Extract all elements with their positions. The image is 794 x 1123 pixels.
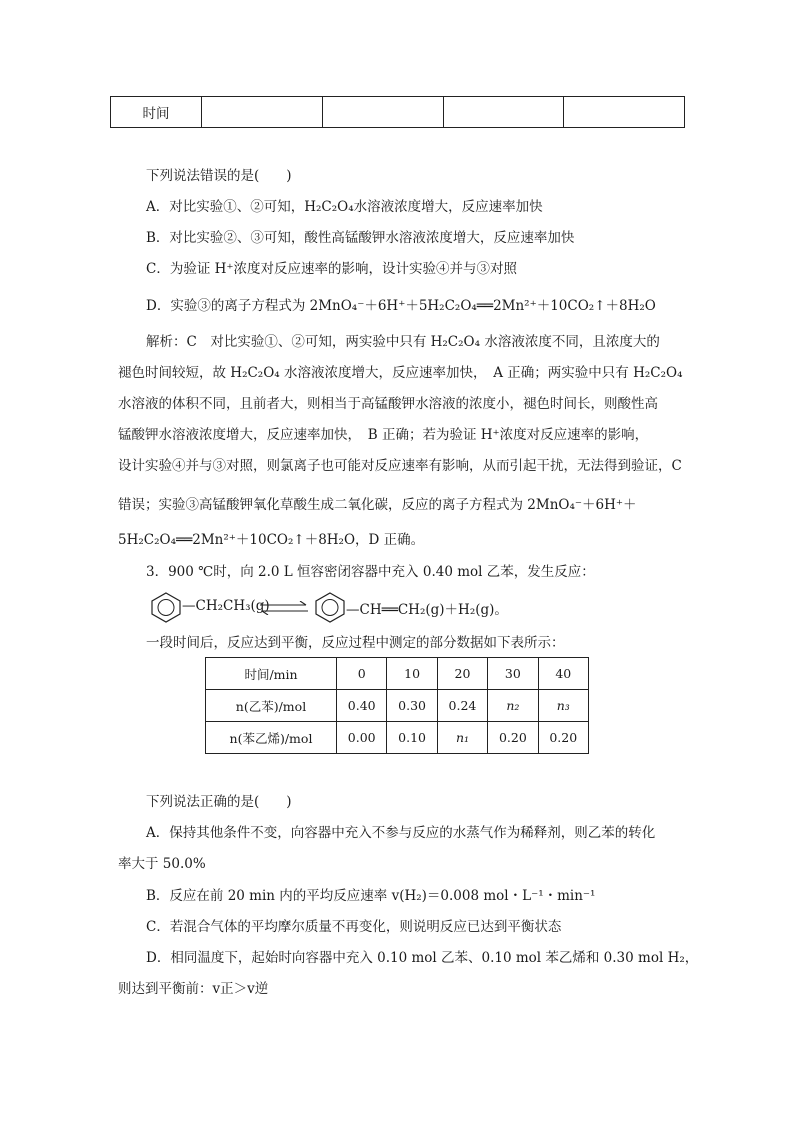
table-cell: 0.10	[387, 722, 437, 754]
top-table-cell: 时间	[111, 97, 202, 128]
top-table-cell	[443, 97, 564, 128]
reaction-reactant: —CH₂CH₃(g)	[182, 598, 270, 614]
table-cell: 0.40	[337, 690, 387, 722]
q3-stem: 下列说法正确的是( )	[146, 794, 292, 810]
top-table-cell	[322, 97, 443, 128]
q3-option-b: B．反应在前 20 min 内的平均反应速率 v(H₂)＝0.008 mol・L⁻¹・min⁻¹	[146, 888, 596, 904]
table-cell: n₃	[538, 690, 588, 722]
q2-analysis-line: 5H₂C₂O₄══2Mn²⁺＋10CO₂↑＋8H₂O，D 正确。	[118, 532, 425, 548]
q2-option-a: A．对比实验①、②可知，H₂C₂O₄水溶液浓度增大，反应速率加快	[146, 199, 543, 215]
reaction-product: —CH══CH₂(g)＋H₂(g)。	[346, 602, 508, 618]
q3-table-intro: 一段时间后，反应达到平衡，反应过程中测定的部分数据如下表所示：	[146, 635, 565, 651]
table-header-cell: 10	[387, 658, 437, 690]
table-cell: 0.20	[488, 722, 538, 754]
table-header-cell: 时间/min	[206, 658, 337, 690]
top-table	[110, 96, 685, 128]
q3-option-c: C．若混合气体的平均摩尔质量不再变化，则说明反应已达到平衡状态	[146, 919, 562, 935]
q3-option-d-line1: D．相同温度下，起始时向容器中充入 0.10 mol 乙苯、0.10 mol 苯乙烯和 0.30 mol H₂，	[146, 950, 699, 966]
q3-data-table	[205, 657, 589, 754]
table-cell: 0.20	[538, 722, 588, 754]
q2-option-c: C．为验证 H⁺浓度对反应速率的影响，设计实验④并与③对照	[146, 261, 518, 277]
top-table-cell	[564, 97, 685, 128]
top-table-cell	[202, 97, 323, 128]
table-row	[206, 690, 589, 722]
table-header-cell: 40	[538, 658, 588, 690]
q2-analysis-line: 水溶液的体积不同，且前者大，则相当于高锰酸钾水溶液的浓度小，褪色时间长，则酸性高	[118, 396, 658, 412]
q3-option-d-line2: 则达到平衡前：v正＞v逆	[118, 981, 269, 997]
table-row	[206, 722, 589, 754]
benzene-ring-icon	[146, 590, 186, 624]
table-cell: n(苯乙烯)/mol	[206, 722, 337, 754]
q3-option-a-line2: 率大于 50.0%	[118, 856, 206, 872]
table-header-cell: 30	[488, 658, 538, 690]
q2-option-d: D．实验③的离子方程式为 2MnO₄⁻＋6H⁺＋5H₂C₂O₄══2Mn²⁺＋10CO₂↑＋8H₂O	[146, 298, 656, 314]
table-cell: 0.30	[387, 690, 437, 722]
table-cell: n(乙苯)/mol	[206, 690, 337, 722]
table-cell: n₁	[437, 722, 487, 754]
equilibrium-arrow-icon	[258, 601, 310, 615]
q2-analysis-line: 解析：C 对比实验①、②可知，两实验中只有 H₂C₂O₄ 水溶液浓度不同，且浓度大的	[146, 334, 660, 350]
q2-analysis-line: 锰酸钾水溶液浓度增大，反应速率加快， B 正确；若为验证 H⁺浓度对反应速率的影响，	[118, 427, 649, 443]
table-cell: n₂	[488, 690, 538, 722]
q2-analysis-line: 设计实验④并与③对照，则氯离子也可能对反应速率有影响，从而引起干扰，无法得到验证，C	[118, 458, 682, 474]
q3-intro: 3．900 ℃时，向 2.0 L 恒容密闭容器中充入 0.40 mol 乙苯，发生反应：	[146, 564, 595, 580]
benzene-ring-icon	[310, 590, 350, 624]
table-cell: 0.24	[437, 690, 487, 722]
q2-stem: 下列说法错误的是( )	[146, 168, 292, 184]
table-row	[206, 658, 589, 690]
table-header-cell: 20	[437, 658, 487, 690]
q2-analysis-line: 褪色时间较短，故 H₂C₂O₄ 水溶液浓度增大，反应速率加快， A 正确；两实验中只有 H₂C₂O₄	[118, 365, 683, 381]
table-cell: 0.00	[337, 722, 387, 754]
q3-option-a-line1: A．保持其他条件不变，向容器中充入不参与反应的水蒸气作为稀释剂，则乙苯的转化	[146, 825, 656, 841]
table-header-cell: 0	[337, 658, 387, 690]
q2-option-b: B．对比实验②、③可知，酸性高锰酸钾水溶液浓度增大，反应速率加快	[146, 230, 575, 246]
q2-analysis-line: 错误；实验③高锰酸钾氧化草酸生成二氧化碳，反应的离子方程式为 2MnO₄⁻＋6H⁺＋	[118, 497, 637, 513]
